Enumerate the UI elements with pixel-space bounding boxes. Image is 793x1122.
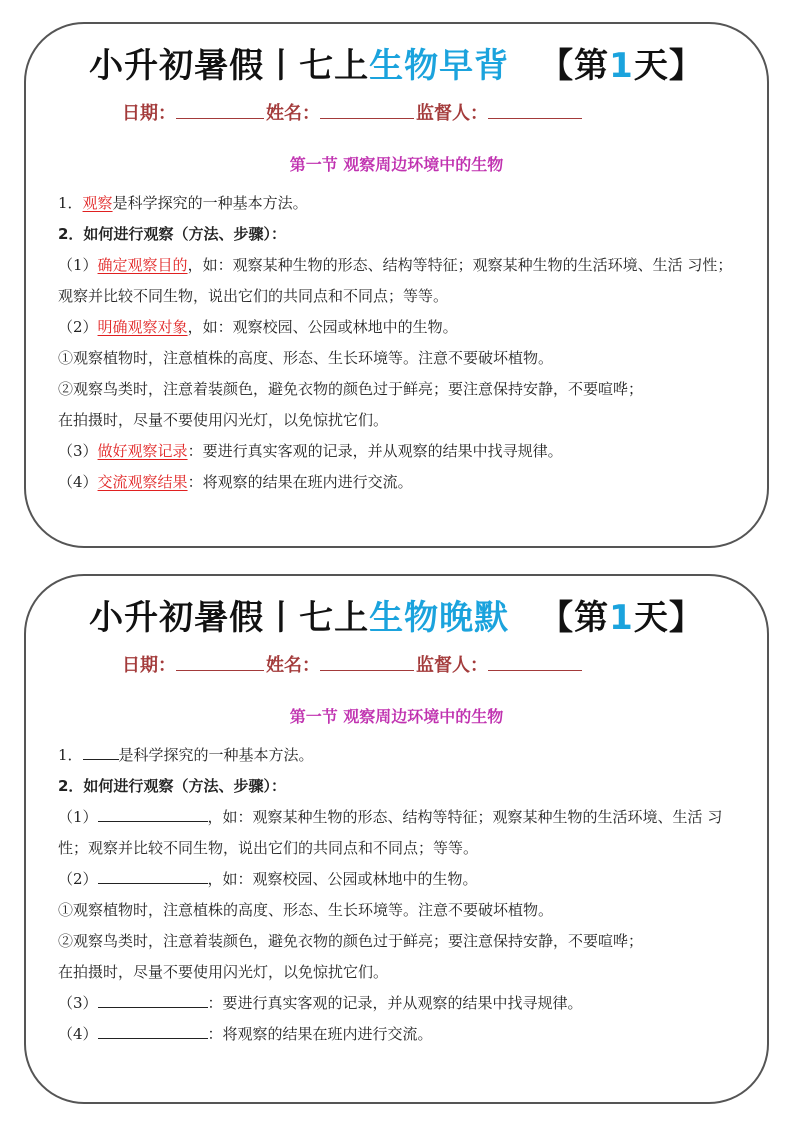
title-day-open: 【第	[539, 46, 610, 86]
info-row	[122, 651, 584, 677]
step-number: （1）	[58, 808, 98, 826]
step-text: ，如：观察某种生物的形态、结构等特征；观察某种生物的生活环境、生活 习性；观察并比较不同生物，说出它们的共同点和不同点；等等。	[58, 256, 733, 305]
supervisor-field[interactable]	[488, 652, 582, 671]
supervisor-field[interactable]	[488, 100, 582, 119]
title-accent: 生物晚默	[369, 598, 510, 638]
fill-blank[interactable]	[98, 804, 208, 822]
item-text: 是科学探究的一种基本方法。	[112, 194, 308, 212]
step-4	[58, 467, 739, 498]
card-title	[26, 38, 767, 87]
item-2: 2．如何进行观察（方法、步骤）：	[58, 777, 286, 795]
step-number: （4）	[58, 1025, 98, 1043]
note-1: ①观察植物时，注意植株的高度、形态、生长环境等。注意不要破坏植物。	[58, 349, 554, 367]
step-3	[58, 988, 739, 1019]
step-number: （2）	[58, 318, 98, 336]
title-day-number: 1	[609, 46, 634, 86]
item-2: 2．如何进行观察（方法、步骤）：	[58, 225, 286, 243]
title-accent: 生物早背	[369, 46, 510, 86]
step-1	[58, 250, 739, 312]
date-field[interactable]	[176, 652, 264, 671]
title-day-close: 天】	[633, 46, 704, 86]
title-day-close: 天】	[633, 598, 704, 638]
content-body	[58, 188, 739, 498]
section-title: 第一节 观察周边环境中的生物	[289, 707, 504, 726]
note-2: ②观察鸟类时，注意着装颜色，避免衣物的颜色过于鲜亮；要注意保持安静，不要喧哗；	[58, 380, 644, 398]
step-number: （2）	[58, 870, 98, 888]
step-text: ：将观察的结果在班内进行交流。	[187, 473, 413, 491]
step-text: ，如：观察校园、公园或林地中的生物。	[207, 870, 478, 888]
step-3	[58, 436, 739, 467]
key-term: 做好观察记录	[97, 442, 188, 460]
name-label: 姓名：	[266, 103, 320, 124]
step-number: （1）	[58, 256, 98, 274]
key-term: 明确观察对象	[97, 318, 188, 336]
fill-blank[interactable]	[98, 990, 208, 1008]
key-term: 交流观察结果	[97, 473, 188, 491]
date-label: 日期：	[122, 655, 176, 676]
section-title: 第一节 观察周边环境中的生物	[289, 155, 504, 174]
fill-blank[interactable]	[83, 742, 119, 760]
step-text: ，如：观察校园、公园或林地中的生物。	[187, 318, 458, 336]
card-title	[26, 590, 767, 639]
title-prefix: 小升初暑假丨七上	[89, 46, 370, 86]
morning-recite-card	[24, 22, 769, 548]
supervisor-label: 监督人：	[416, 655, 488, 676]
name-field[interactable]	[320, 100, 414, 119]
evening-dictation-card	[24, 574, 769, 1104]
title-prefix: 小升初暑假丨七上	[89, 598, 370, 638]
step-number: （3）	[58, 442, 98, 460]
note-3: 在拍摄时，尽量不要使用闪光灯，以免惊扰它们。	[58, 963, 389, 981]
step-text: ：要进行真实客观的记录，并从观察的结果中找寻规律。	[187, 442, 563, 460]
step-number: （3）	[58, 994, 98, 1012]
item-1	[58, 188, 739, 219]
key-term: 观察	[82, 194, 113, 212]
date-field[interactable]	[176, 100, 264, 119]
item-number: 1．	[58, 746, 83, 764]
supervisor-label: 监督人：	[416, 103, 488, 124]
date-label: 日期：	[122, 103, 176, 124]
step-number: （4）	[58, 473, 98, 491]
key-term: 确定观察目的	[97, 256, 188, 274]
item-number: 1．	[58, 194, 83, 212]
step-1	[58, 802, 739, 864]
item-text: 是科学探究的一种基本方法。	[118, 746, 314, 764]
step-text: ：要进行真实客观的记录，并从观察的结果中找寻规律。	[207, 994, 583, 1012]
info-row	[122, 99, 584, 125]
step-4	[58, 1019, 739, 1050]
step-text: ，如：观察某种生物的形态、结构等特征；观察某种生物的生活环境、生活 习性；观察并比较不同生物，说出它们的共同点和不同点；等等。	[58, 808, 723, 857]
note-2: ②观察鸟类时，注意着装颜色，避免衣物的颜色过于鲜亮；要注意保持安静，不要喧哗；	[58, 932, 644, 950]
note-1: ①观察植物时，注意植株的高度、形态、生长环境等。注意不要破坏植物。	[58, 901, 554, 919]
step-2	[58, 312, 739, 343]
title-day-number: 1	[609, 598, 634, 638]
title-day-open: 【第	[539, 598, 610, 638]
name-field[interactable]	[320, 652, 414, 671]
fill-blank[interactable]	[98, 1021, 208, 1039]
note-3: 在拍摄时，尽量不要使用闪光灯，以免惊扰它们。	[58, 411, 389, 429]
item-1	[58, 740, 739, 771]
step-text: ：将观察的结果在班内进行交流。	[207, 1025, 433, 1043]
step-2	[58, 864, 739, 895]
content-body	[58, 740, 739, 1050]
fill-blank[interactable]	[98, 866, 208, 884]
name-label: 姓名：	[266, 655, 320, 676]
